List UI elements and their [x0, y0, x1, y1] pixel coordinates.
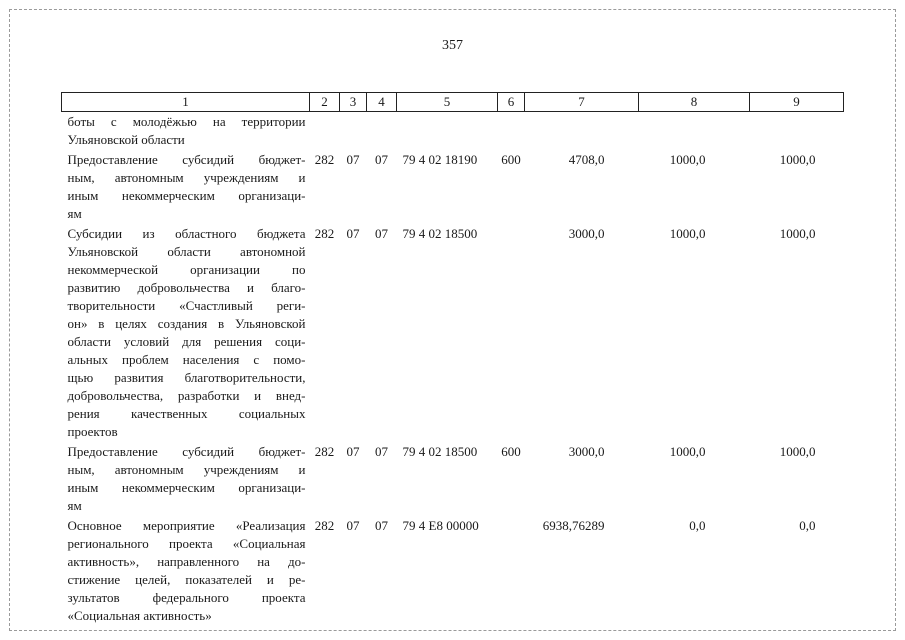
- code-target-article: 79 4 02 18500: [402, 444, 478, 459]
- col-header-5: 5: [397, 93, 498, 112]
- description-line: Субсидии из областного бюджета: [67, 226, 306, 241]
- description-line: «Социальная активность»: [67, 608, 212, 623]
- description-line: зультатов федерального проекта: [67, 590, 306, 605]
- code-subsection: 07: [375, 226, 388, 241]
- amount-col-8: 1000,0: [669, 226, 706, 241]
- row-description: [62, 149, 310, 223]
- amount-col-8: 1000,0: [669, 444, 706, 459]
- budget-table: [61, 92, 844, 625]
- description-line: Ульяновской области: [67, 132, 185, 147]
- amount-col-9: 1000,0: [779, 444, 816, 459]
- amount-col-7: 3000,0: [568, 444, 605, 459]
- code-section: 07: [346, 226, 360, 241]
- description-line: стижение целей, показателей и ре-: [67, 572, 306, 587]
- col-header-4: 4: [367, 93, 397, 112]
- row-description: [62, 515, 310, 625]
- amount-col-7: 3000,0: [568, 226, 605, 241]
- description-line: творительности «Счастливый реги-: [67, 298, 306, 313]
- code-expense-type: [498, 223, 525, 441]
- code-target-article: 79 4 E8 00000: [402, 518, 479, 533]
- table-row: [62, 441, 844, 515]
- table-row: [62, 149, 844, 223]
- description-line: ным, автономным учреждениям и: [67, 462, 306, 477]
- col-header-3: 3: [340, 93, 367, 112]
- description-line: иным некоммерческим организаци-: [67, 480, 306, 495]
- amount-col-9: 0,0: [799, 518, 816, 533]
- col-header-2: 2: [310, 93, 340, 112]
- amount-col-7: 6938,76289: [542, 518, 605, 533]
- page-number: 357: [442, 38, 463, 53]
- amount-col-9: 1000,0: [779, 226, 816, 241]
- code-expense-type: [498, 515, 525, 625]
- description-line: альных проблем населения с помо-: [67, 352, 306, 367]
- code-target-article: [397, 112, 498, 150]
- code-admin: 282: [314, 226, 335, 241]
- description-line: Основное мероприятие «Реализация: [67, 518, 306, 533]
- row-description: [62, 112, 310, 150]
- description-line: активность», направленного на до-: [67, 554, 306, 569]
- col-header-7: 7: [525, 93, 639, 112]
- description-line: Предоставление субсидий бюджет-: [67, 444, 306, 459]
- amount-col-7: 4708,0: [568, 152, 605, 167]
- code-expense-type: 600: [501, 152, 521, 167]
- code-admin: 282: [314, 152, 335, 167]
- description-line: проектов: [67, 424, 118, 439]
- col-header-9: 9: [750, 93, 844, 112]
- code-target-article: 79 4 02 18500: [402, 226, 478, 241]
- description-line: рения качественных социальных: [67, 406, 306, 421]
- col-header-8: 8: [639, 93, 750, 112]
- code-section: 07: [346, 152, 360, 167]
- amount-col-7: [525, 112, 639, 150]
- code-admin: 282: [314, 444, 335, 459]
- table-row: [62, 223, 844, 441]
- code-admin: [310, 112, 340, 150]
- col-header-1: 1: [62, 93, 310, 112]
- description-line: Предоставление субсидий бюджет-: [67, 152, 306, 167]
- code-expense-type: [498, 112, 525, 150]
- description-line: Ульяновской области автономной: [67, 244, 306, 259]
- code-subsection: 07: [375, 152, 388, 167]
- code-subsection: 07: [375, 518, 388, 533]
- code-subsection: [367, 112, 397, 150]
- description-line: ям: [67, 498, 82, 513]
- description-line: добровольчества, разработки и внед-: [67, 388, 306, 403]
- amount-col-8: 0,0: [689, 518, 706, 533]
- header-row: [62, 93, 844, 112]
- description-line: иным некоммерческим организаци-: [67, 188, 306, 203]
- code-admin: 282: [314, 518, 335, 533]
- description-line: ным, автономным учреждениям и: [67, 170, 306, 185]
- description-line: регионального проекта «Социальная: [67, 536, 306, 551]
- row-description: [62, 441, 310, 515]
- code-target-article: 79 4 02 18190: [402, 152, 478, 167]
- amount-col-8: [639, 112, 750, 150]
- table-row: [62, 515, 844, 625]
- code-section: 07: [346, 444, 360, 459]
- row-description: [62, 223, 310, 441]
- amount-col-8: 1000,0: [669, 152, 706, 167]
- description-line: он» в целях создания в Ульяновской: [67, 316, 306, 331]
- amount-col-9: [750, 112, 844, 150]
- code-expense-type: 600: [501, 444, 521, 459]
- description-line: боты с молодёжью на территории: [67, 114, 306, 129]
- description-line: щью развития благотворительности,: [67, 370, 306, 385]
- amount-col-9: 1000,0: [779, 152, 816, 167]
- code-section: [340, 112, 367, 150]
- code-section: 07: [346, 518, 360, 533]
- table-row: [62, 112, 844, 150]
- description-line: области условий для решения соци-: [67, 334, 306, 349]
- col-header-6: 6: [498, 93, 525, 112]
- description-line: некоммерческой организации по: [67, 262, 306, 277]
- code-subsection: 07: [375, 444, 388, 459]
- description-line: развитию добровольчества и благо-: [67, 280, 306, 295]
- description-line: ям: [67, 206, 82, 221]
